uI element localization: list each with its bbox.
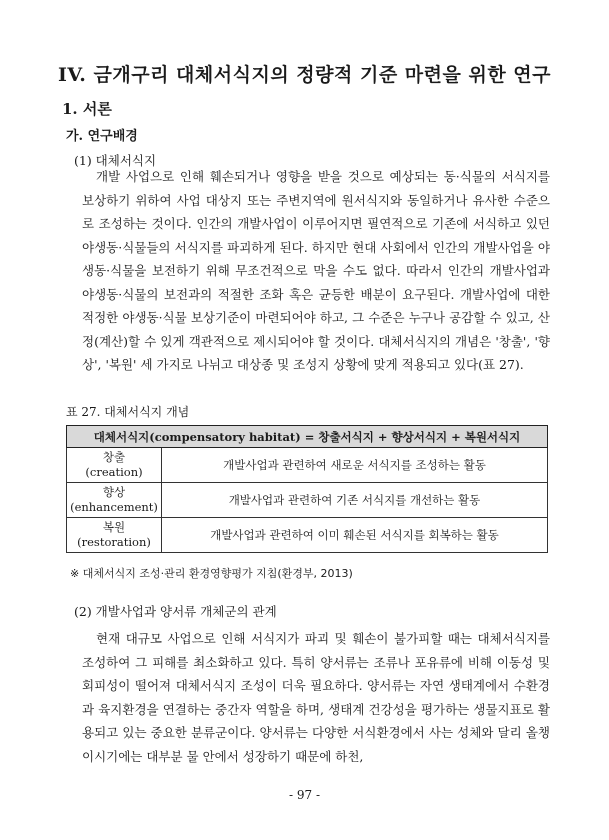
term-english: (restoration) bbox=[77, 535, 151, 549]
section-heading: 1. 서론 bbox=[62, 100, 112, 118]
table-row bbox=[67, 448, 548, 483]
paragraph-amphibians: 현재 대규모 사업으로 인해 서식지가 파괴 및 훼손이 불가피할 때는 대체서식지를 조성하여 그 피해를 최소화하고 있다. 특히 양서류는 조류나 포유류에 비해 이동성 및 회피성이 떨어져 대체서식지 조성이 더욱 필요하다. 양서류는 자연 생태계에서 수환경과 육지환경을 연결하는 중간자 역할을 하며, 생태계 건강성을 평가하는 생물지표로 활용되고 있는 중요한 분류군이다. 양서류는 다양한 서식환경에서 사는 성체와 달리 올챙이시기에는 대부분 물 안에서 성장하기 때문에 하천, bbox=[82, 631, 550, 764]
table-header-row bbox=[67, 426, 548, 448]
table-description: 개발사업과 관련하여 이미 훼손된 서식지를 회복하는 활동 bbox=[162, 518, 548, 553]
topic-heading-amphibians: (2) 개발사업과 양서류 개체군의 관계 bbox=[74, 604, 277, 619]
table-row bbox=[67, 483, 548, 518]
paragraph-habitat: 개발 사업으로 인해 훼손되거나 영향을 받을 것으로 예상되는 동·식물의 서식지를 보상하기 위하여 사업 대상지 또는 주변지역에 원서식지와 동일하거나 유사한 수준으로 조성하는 것이다. 인간의 개발사업이 이루어지면 필연적으로 기존에 서식하고 있던 야생동·식물들의 서식지를 파괴하게 된다. 하지만 현대 사회에서 인간의 개발사업을 야생동·식물을 보전하기 위해 무조건적으로 막을 수도 없다. 따라서 인간의 개발사업과 야생동·식물의 보전과의 적절한 조화 혹은 균등한 배분이 요구된다. 개발사업에 대한 적정한 야생동·식물 보상기준이 마련되어야 하고, 그 수준은 누구나 공감할 수 있고, 산정(계산)할 수 있게 객관적으로 제시되어야 할 것이다. 대체서식지의 개념은 '창출', '향상', '복원' 세 가지로 나뉘고 대상종 및 조성지 상황에 맞게 적용되고 있다(표 27). bbox=[82, 169, 550, 372]
table-description: 개발사업과 관련하여 새로운 서식지를 조성하는 활동 bbox=[162, 448, 548, 483]
chapter-title: IV. 금개구리 대체서식지의 정량적 기준 마련을 위한 연구 bbox=[57, 64, 551, 86]
page-number: - 97 - bbox=[288, 788, 320, 802]
table-header: 대체서식지(compensatory habitat) = 창출서식지 + 향상서식지 + 복원서식지 bbox=[67, 426, 548, 448]
term-korean: 향상 bbox=[102, 485, 126, 499]
table-source-note: ※ 대체서식지 조성·관리 환경영향평가 지침(환경부, 2013) bbox=[70, 567, 353, 580]
table-description: 개발사업과 관련하여 기존 서식지를 개선하는 활동 bbox=[162, 483, 548, 518]
concept-table bbox=[66, 425, 548, 553]
table-term bbox=[67, 518, 162, 553]
table-row bbox=[67, 518, 548, 553]
table-term bbox=[67, 483, 162, 518]
term-english: (creation) bbox=[85, 465, 143, 479]
subsection-heading: 가. 연구배경 bbox=[66, 129, 138, 144]
table-term bbox=[67, 448, 162, 483]
term-korean: 복원 bbox=[102, 520, 126, 534]
topic-heading-habitat: (1) 대체서식지 bbox=[74, 153, 157, 168]
term-english: (enhancement) bbox=[70, 500, 158, 514]
term-korean: 창출 bbox=[102, 450, 126, 464]
table-caption: 표 27. 대체서식지 개념 bbox=[66, 405, 190, 419]
